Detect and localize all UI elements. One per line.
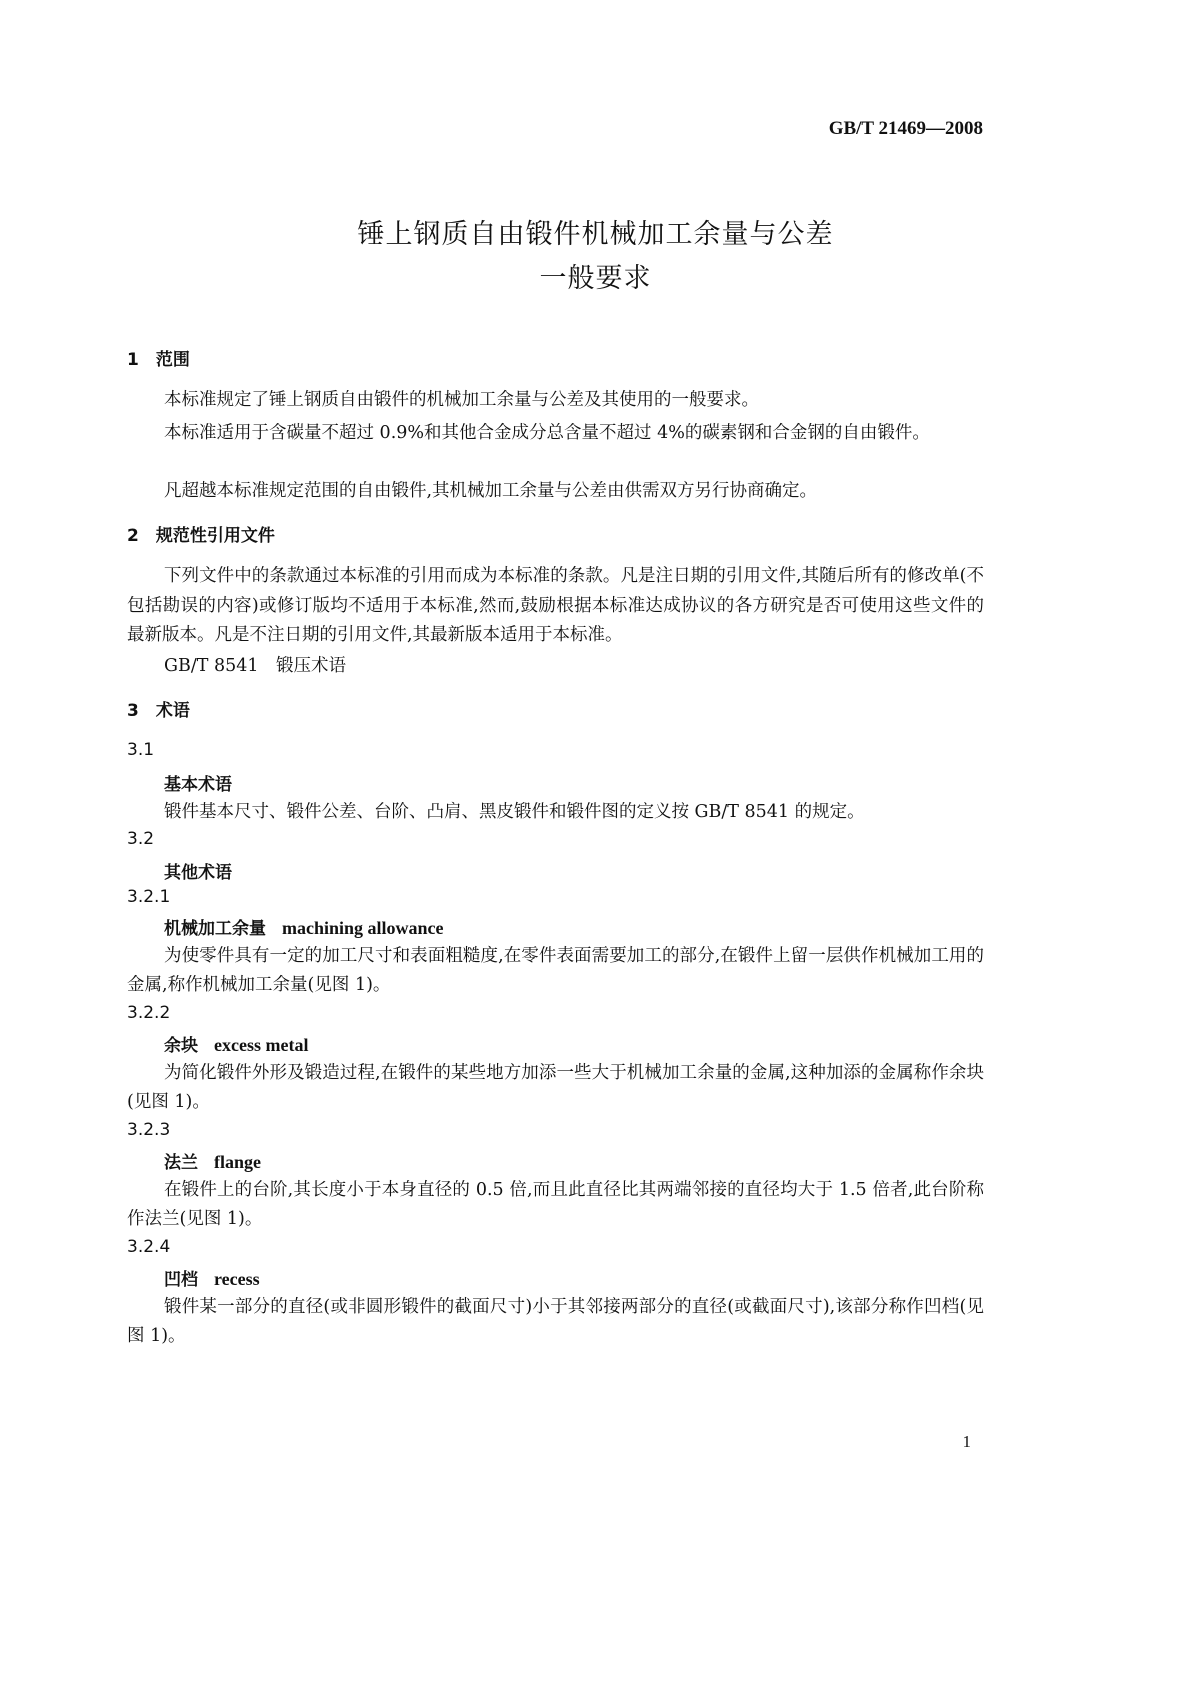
doc-title-line2: 一般要求 <box>539 263 652 294</box>
clause-3-2-2-term-line <box>164 1031 308 1056</box>
clause-3-2-2-term: 余块 <box>164 1036 198 1056</box>
clause-3-2-2-english: excess metal <box>214 1035 309 1055</box>
section-2-para-1: 下列文件中的条款通过本标准的引用而成为本标准的条款。凡是注日期的引用文件,其随后所有的修改单(不包括勘误的内容)或修订版均不适用于本标准,然而,鼓励根据本标准达成协议的各方研究是否可使用这些文件的最新版本。凡是不注日期的引用文件,其最新版本适用于本标准。 <box>127 566 984 645</box>
clause-3-2-2-number: 3.2.2 <box>127 1003 171 1023</box>
clause-3-1-number: 3.1 <box>127 740 155 760</box>
section-2-heading: 2 规范性引用文件 <box>127 526 275 546</box>
clause-3-2-1-definition: 为使零件具有一定的加工尺寸和表面粗糙度,在零件表面需要加工的部分,在锻件上留一层供作机械加工用的金属,称作机械加工余量(见图 1)。 <box>127 946 984 995</box>
clause-3-2-3-term: 法兰 <box>164 1153 198 1173</box>
clause-3-2-number: 3.2 <box>127 829 155 849</box>
clause-3-2-4-term-line <box>164 1265 260 1290</box>
standard-number: GB/T 21469—2008 <box>828 118 983 139</box>
clause-3-2-3-english: flange <box>214 1152 261 1172</box>
clause-3-1-definition: 锻件基本尺寸、锻件公差、台阶、凸肩、黑皮锻件和锻件图的定义按 GB/T 8541 的规定。 <box>164 802 865 822</box>
section-1-para-2: 本标准适用于含碳量不超过 0.9%和其他合金成分总含量不超过 4%的碳素钢和合金钢的自由锻件。 <box>164 423 930 443</box>
clause-3-2-2-definition: 为简化锻件外形及锻造过程,在锻件的某些地方加添一些大于机械加工余量的金属,这种加添的金属称作余块(见图 1)。 <box>127 1063 984 1112</box>
clause-3-2-1-term: 机械加工余量 <box>164 919 266 939</box>
clause-3-2-1-number: 3.2.1 <box>127 887 171 907</box>
section-2-reference: GB/T 8541 锻压术语 <box>164 656 347 676</box>
section-1-para-3: 凡超越本标准规定范围的自由锻件,其机械加工余量与公差由供需双方另行协商确定。 <box>164 481 818 501</box>
clause-3-2-4-number: 3.2.4 <box>127 1237 171 1257</box>
clause-3-2-3-number: 3.2.3 <box>127 1120 171 1140</box>
clause-3-2-1-term-line <box>164 914 444 939</box>
page-number: 1 <box>962 1432 971 1451</box>
section-1-para-1: 本标准规定了锤上钢质自由锻件的机械加工余量与公差及其使用的一般要求。 <box>164 390 759 410</box>
clause-3-1-term: 基本术语 <box>164 775 232 795</box>
doc-title-line1: 锤上钢质自由锻件机械加工余量与公差 <box>357 219 834 250</box>
clause-3-2-4-term: 凹档 <box>164 1270 198 1290</box>
clause-3-2-4-definition: 锻件某一部分的直径(或非圆形锻件的截面尺寸)小于其邻接两部分的直径(或截面尺寸),该部分称作凹档(见图 1)。 <box>127 1297 984 1346</box>
clause-3-2-1-english: machining allowance <box>282 918 444 938</box>
clause-3-2-3-definition: 在锻件上的台阶,其长度小于本身直径的 0.5 倍,而且此直径比其两端邻接的直径均大于 1.5 倍者,此台阶称作法兰(见图 1)。 <box>127 1180 984 1229</box>
clause-3-2-3-term-line <box>164 1148 261 1173</box>
clause-3-2-term: 其他术语 <box>164 863 232 883</box>
section-1-heading: 1 范围 <box>127 350 190 370</box>
clause-3-2-4-english: recess <box>214 1269 260 1289</box>
section-3-heading: 3 术语 <box>127 701 190 721</box>
